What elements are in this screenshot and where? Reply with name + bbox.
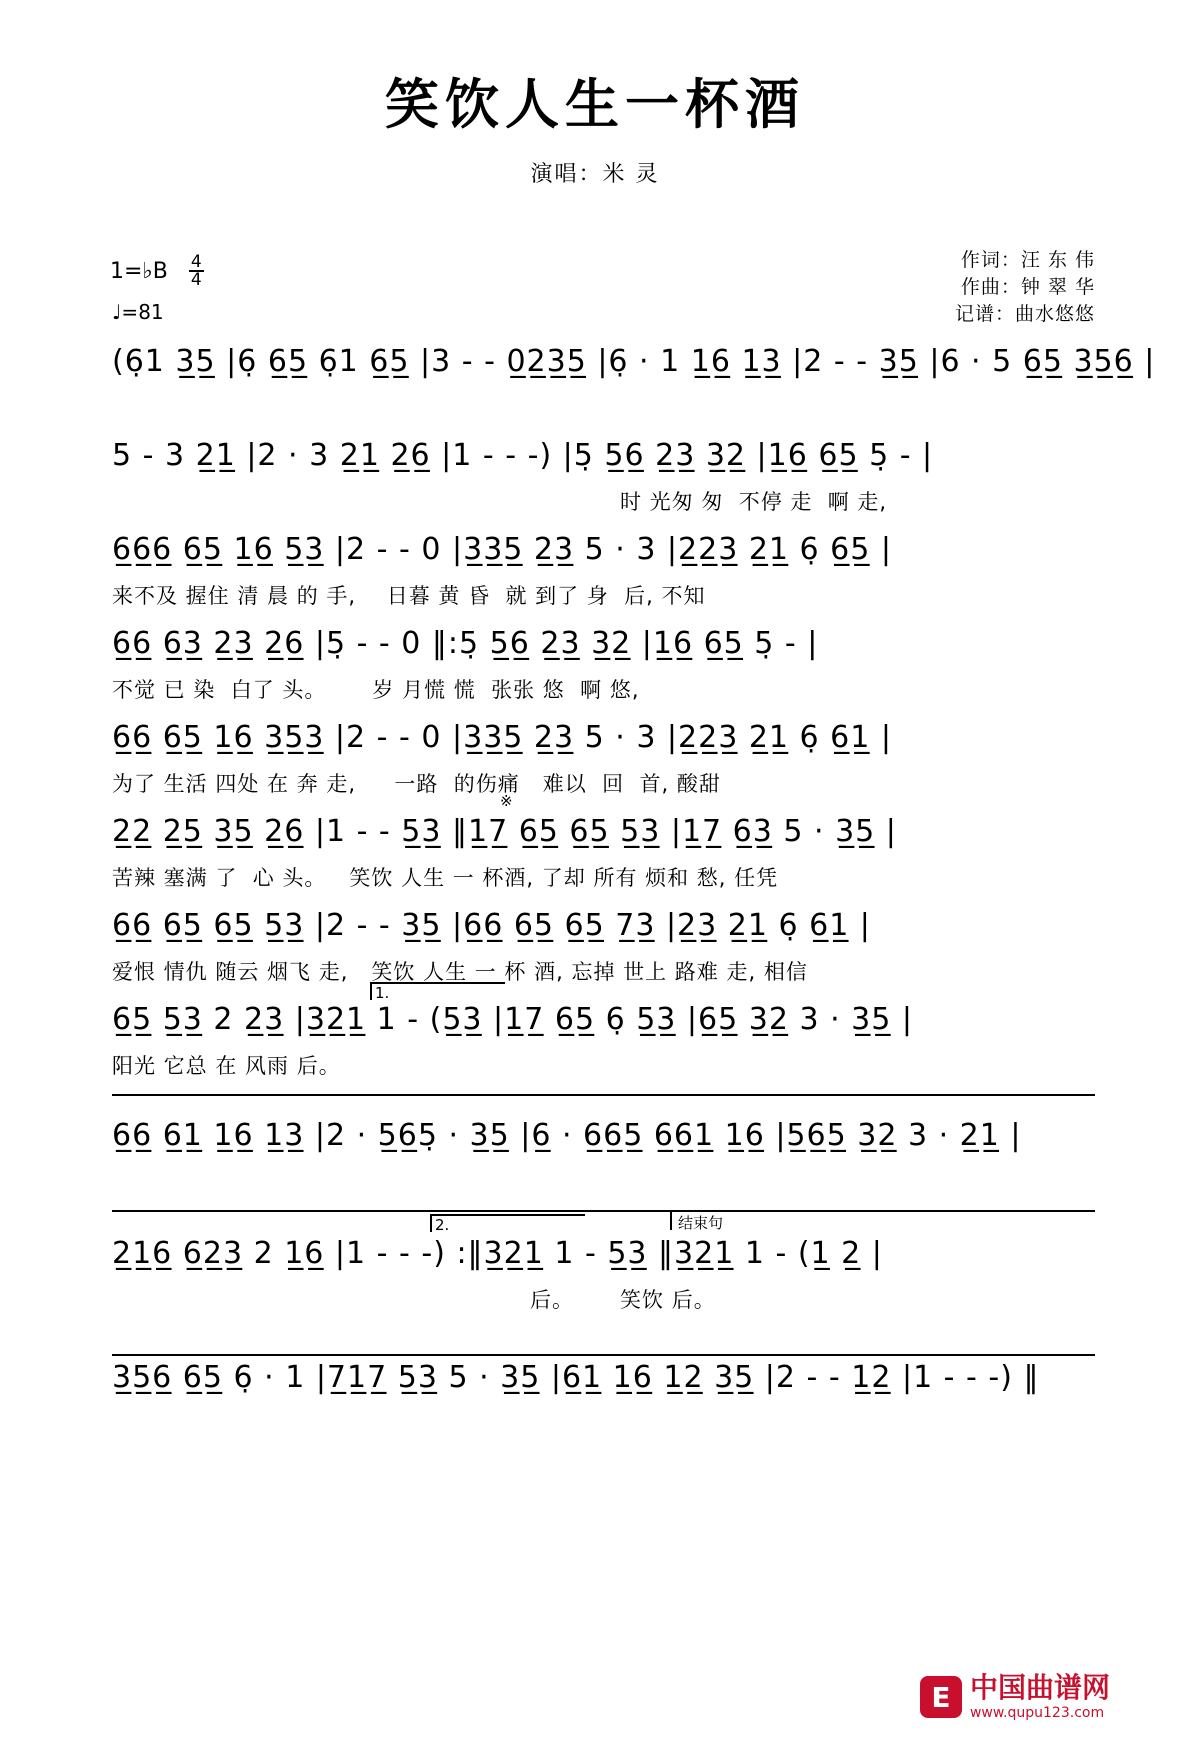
score-line: [0, 532, 1190, 626]
lyrics-row: 为了 生活 四处 在 奔 走, 一路 的伤痛 难以 回 首, 酸甜: [112, 772, 721, 796]
notation-row: 6̲6̲6̲ 6̲5̲ 1̲6̲ 5̲3̲ |2 - - 0 |3̲3̲5̲ 2̲3̲ 5 · 3 |2̲2̲3̲ 2̲1̲ 6̣ 6̲5̲ |: [112, 532, 892, 567]
notation-row: 3̲5̲6̲ 6̲5̲ 6̣ · 1 |7̲1̲7̲ 5̲3̲ 5 · 3̲5̲ |6̲1̲ 1̲6̲ 1̲2̲ 3̲5̲ |2 - - 1̲2̲ |1 - - -) ‖: [112, 1360, 1040, 1395]
notation-row: 6̲6̲ 6̲1̲ 1̲6̲ 1̲3̲ |2 · 5̲6̲5̣ · 3̲5̲ |6̲ · 6̲6̲5̲ 6̲6̲1̲ 1̲6̲ |5̲6̲5̲ 3̲2̲ 3 · 2̲1̲ |: [112, 1118, 1022, 1153]
time-signature-denominator: 4: [190, 270, 202, 290]
notation-row: 6̲5̲ 5̲3̲ 2 2̲3̲ |3̲2̲1̲ 1 - (5̲3̲ |1̲7̲ 6̲5̲ 6̣ 5̲3̲ |6̲5̲ 3̲2̲ 3 · 3̲5̲ |: [112, 1002, 913, 1037]
score-line: [0, 984, 1190, 1096]
score-line: [0, 1214, 1190, 1330]
system-divider: [112, 1094, 1095, 1096]
time-signature-numerator: 4: [190, 252, 202, 272]
segno-mark: ※: [500, 792, 513, 810]
score-line: [0, 720, 1190, 814]
time-signature: [189, 254, 204, 288]
lyrics-row: 爱恨 情仇 随云 烟飞 走, 笑饮 人生 一 杯 酒, 忘掉 世上 路难 走, 相信: [112, 960, 808, 984]
credit-transcriber: 记谱：曲水悠悠: [954, 303, 1095, 325]
notation-row: (6̣1 3̲5̲ |6̣ 6̲5̲ 6̣1 6̲5̲ |3 - - 0̲2̲3̲5̲ |6̣ · 1 1̲6̲ 1̲3̲ |2 - - 3̲5̲ |6 · 5 6̲5̲ 3̲5̲6̲ |: [112, 344, 1156, 379]
lyrics-row: 时 光匆 匆 不停 走 啊 走,: [620, 490, 888, 514]
notation-row: 2̲1̲6̲ 6̲2̲3̲ 2 1̲6̲ |1 - - -) :‖3̲2̲1̲ 1 - 5̲3̲ ‖3̲2̲1̲ 1 - (1̲ 2̲ |: [112, 1236, 883, 1271]
key-signature-text: 1=♭B: [110, 259, 168, 284]
watermark-badge-icon: E: [920, 1676, 962, 1718]
system-divider: [112, 1210, 1095, 1212]
coda-label: 结束句: [670, 1210, 838, 1230]
second-ending-bracket: 2.: [430, 1214, 585, 1232]
notation-row: 6̲6̲ 6̲5̲ 6̲5̲ 5̲3̲ |2 - - 3̲5̲ |6̲6̲ 6̲5̲ 6̲5̲ 7̲3̲ |2̲3̲ 2̲1̲ 6̣ 6̲1̲ |: [112, 908, 871, 943]
first-ending-bracket: 1.: [370, 982, 505, 1000]
credit-lyricist: 作词：汪 东 伟: [960, 249, 1095, 271]
watermark-url: www.qupu123.com: [969, 1705, 1105, 1721]
sheet-music-page: [0, 62, 1190, 1742]
system-divider: [112, 1354, 1095, 1356]
score-line: [0, 1360, 1190, 1454]
lyrics-row: 来不及 握住 清 晨 的 手, 日暮 黄 昏 就 到了 身 后, 不知: [112, 584, 706, 608]
credits-block: [955, 247, 1095, 328]
score-line: [0, 792, 1190, 908]
watermark-site-name: 中国曲谱网: [969, 1671, 1110, 1704]
watermark-text-block: [969, 1671, 1110, 1721]
credit-composer: 作曲：钟 翠 华: [960, 276, 1095, 298]
site-watermark: [920, 1671, 1110, 1721]
tempo-marking: ♩=81: [112, 300, 164, 324]
score-line: [0, 1118, 1190, 1212]
lyrics-row: 苦辣 塞满 了 心 头。 笑饮 人生 一 杯酒, 了却 所有 烦和 愁, 任凭: [112, 866, 779, 890]
lyrics-row: 阳光 它总 在 风雨 后。: [112, 1054, 341, 1078]
score-line: [0, 344, 1190, 438]
lyrics-row: 后。 笑饮 后。: [530, 1288, 716, 1312]
notation-row: 2̲2̲ 2̲5̲ 3̲5̲ 2̲6̲ |1 - - 5̲3̲ ‖1̲7̲ 6̲5̲ 6̲5̲ 5̲3̲ |1̲7̲ 6̲3̲ 5 · 3̲5̲ |: [112, 814, 897, 849]
notation-row: 6̲6̲ 6̲3̲ 2̲3̲ 2̲6̲ |5̣ - - 0 ‖:5̣ 5̲6̲ 2̲3̲ 3̲2̲ |1̲6̲ 6̲5̲ 5̣ - |: [112, 626, 819, 661]
notation-row: 5 - 3 2̲1̲ |2 · 3 2̲1̲ 2̲6̲ |1 - - -) |5̣ 5̲6̲ 2̲3̲ 3̲2̲ |1̲6̲ 6̲5̲ 5̣ - |: [112, 438, 934, 473]
lyrics-row: [112, 1166, 1095, 1200]
page-title: 笑饮人生一杯酒: [385, 73, 805, 136]
score-line: [0, 626, 1190, 720]
score-line: [0, 908, 1190, 1002]
lyrics-row: 不觉 已 染 白了 头。 岁 月慌 慌 张张 悠 啊 悠,: [112, 678, 640, 702]
score-body: [0, 344, 1190, 1454]
singer-label: 演唱：米 灵: [530, 162, 660, 187]
score-line: [0, 438, 1190, 532]
lyrics-row: [112, 1408, 1095, 1442]
key-signature: [110, 252, 204, 290]
notation-row: 6̲6̲ 6̲5̲ 1̲6̲ 3̲5̲3̲ |2 - - 0 |3̲3̲5̲ 2̲3̲ 5 · 3 |2̲2̲3̲ 2̲1̲ 6̣ 6̲1̲ |: [112, 720, 892, 755]
lyrics-row: [112, 392, 1095, 426]
